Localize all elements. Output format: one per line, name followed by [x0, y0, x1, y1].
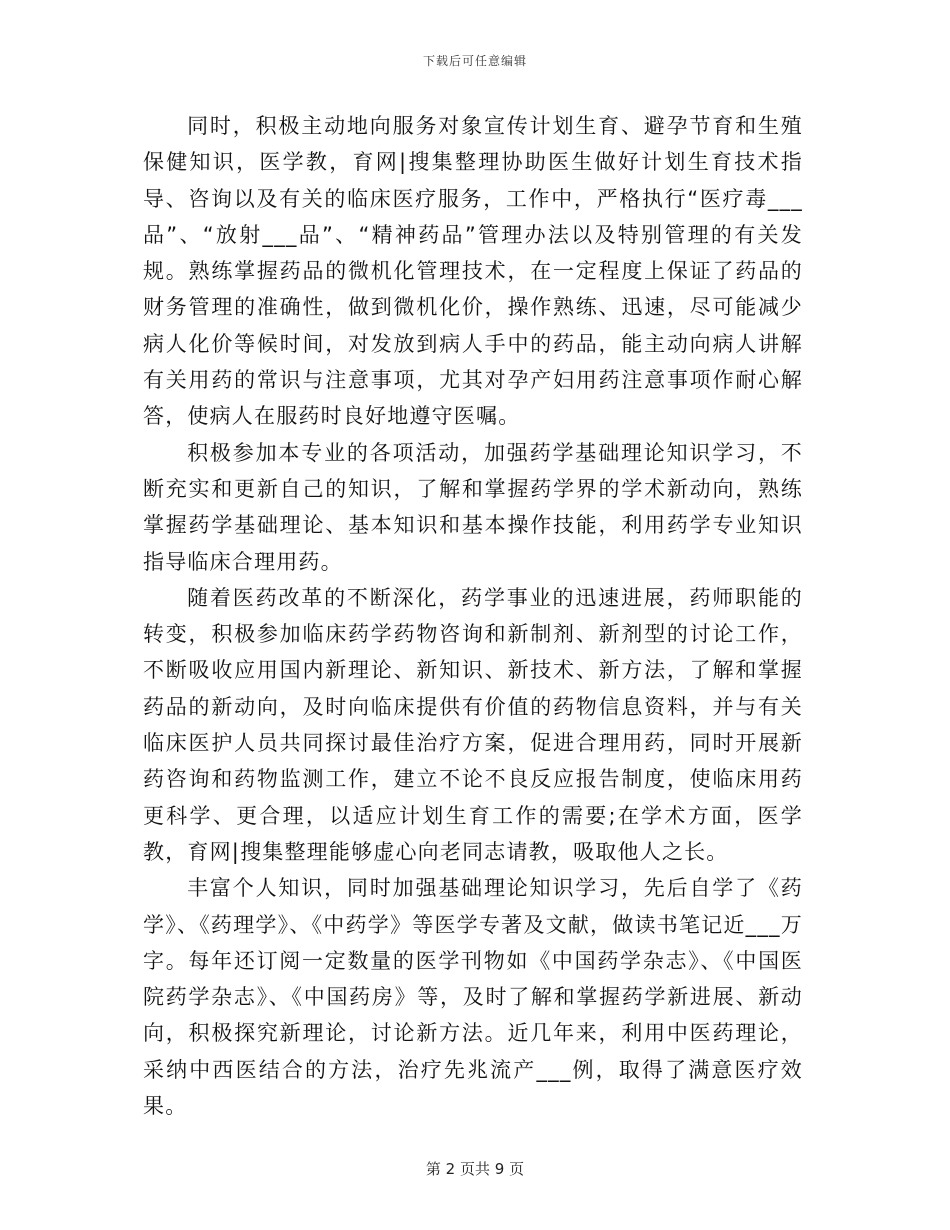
paragraph-4: 丰富个人知识，同时加强基础理论知识学习，先后自学了《药学》、《药理学》、《中药学》等医学专著及文献，做读书笔记近___万字。每年还订阅一定数量的医学刊物如《中国药学杂志》、《中国医院药学杂志》、《中国药房》等，及时了解和掌握药学新进展、新动向，积极探究新理论，讨论新方法。近几年来，利用中医药理论，采纳中西医结合的方法，治疗先兆流产___例，取得了满意医疗效果。 [143, 876, 803, 1119]
header-note: 下载后可任意编辑 [422, 54, 527, 68]
document-body [143, 108, 803, 1124]
paragraph-3: 随着医药改革的不断深化，药学事业的迅速进展，药师职能的转变，积极参加临床药学药物咨询和新制剂、新剂型的讨论工作，不断吸收应用国内新理论、新知识、新技术、新方法，了解和掌握药品的新动向，及时向临床提供有价值的药物信息资料，并与有关临床医护人员共同探讨最佳治疗方案，促进合理用药，同时开展新药咨询和药物监测工作，建立不论不良反应报告制度，使临床用药更科学、更合理，以适应计划生育工作的需要;在学术方面，医学教，育网|搜集整理能够虚心向老同志请教，吸取他人之长。 [143, 585, 803, 864]
paragraph-2: 积极参加本专业的各项活动，加强药学基础理论知识学习，不断充实和更新自己的知识，了解和掌握药学界的学术新动向，熟练掌握药学基础理论、基本知识和基本操作技能，利用药学专业知识指导临床合理用药。 [143, 440, 803, 574]
page-number: 第 2 页共 9 页 [425, 1160, 525, 1178]
paragraph-1: 同时，积极主动地向服务对象宣传计划生育、避孕节育和生殖保健知识，医学教，育网|搜集整理协助医生做好计划生育技术指导、咨询以及有关的临床医疗服务，工作中，严格执行“医疗毒___品”、“放射___品”、“精神药品”管理办法以及特别管理的有关发规。熟练掌握药品的微机化管理技术，在一定程度上保证了药品的财务管理的准确性，做到微机化价，操作熟练、迅速，尽可能减少病人化价等候时间，对发放到病人手中的药品，能主动向病人讲解有关用药的常识与注意事项，尤其对孕产妇用药注意事项作耐心解答，使病人在服药时良好地遵守医嘱。 [143, 114, 803, 429]
